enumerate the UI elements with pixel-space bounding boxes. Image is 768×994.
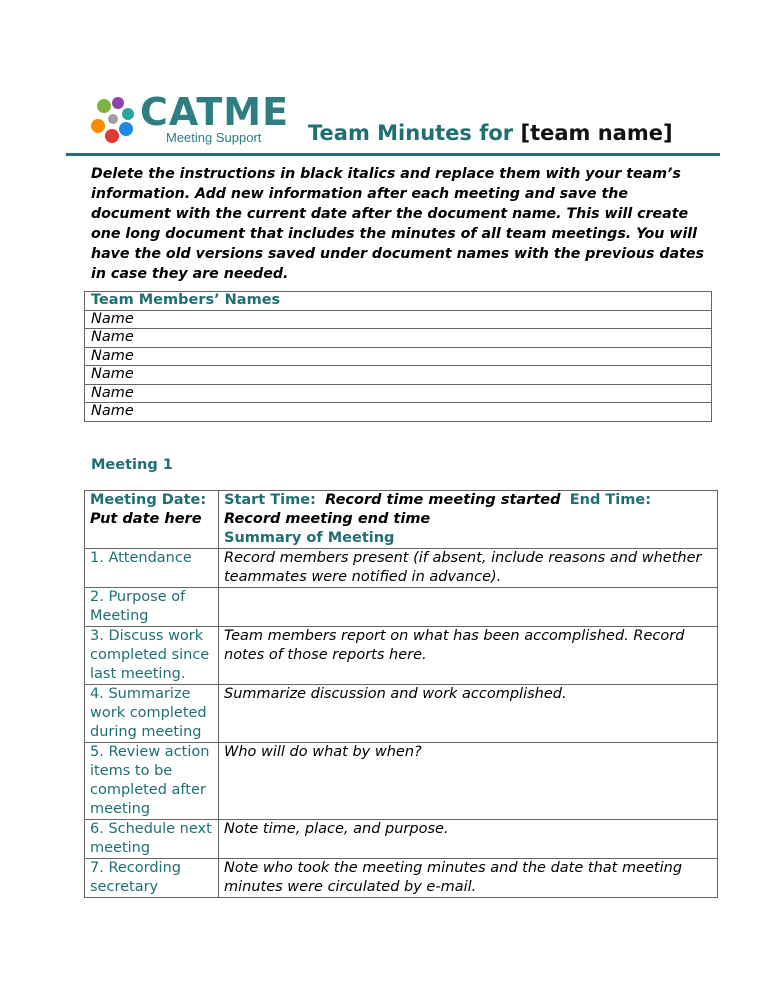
table-row <box>85 491 718 549</box>
agenda-note[interactable]: Record members present (if absent, include reasons and whether teammates were notified in advance). <box>219 549 718 588</box>
table-row <box>85 588 718 627</box>
team-members-table <box>84 291 712 422</box>
member-name[interactable]: Name <box>85 403 712 422</box>
table-row <box>85 627 718 685</box>
agenda-item: 1. Attendance <box>85 549 219 588</box>
table-row <box>85 549 718 588</box>
members-header: Team Members’ Names <box>85 292 712 311</box>
meeting-date-cell[interactable] <box>85 491 219 549</box>
end-time-value: Record meeting end time <box>224 511 431 527</box>
page-title <box>308 121 673 145</box>
instructions-text: Delete the instructions in black italics and replace them with your team’s information. Add new information after each meeting and save the document with the current date after the document name. This will create one long document that includes the minutes of all team meetings. You will have the old versions saved under document names with the previous dates in case they are needed. <box>91 166 704 282</box>
start-time-label: Start Time: <box>224 492 316 508</box>
meeting-date-value: Put date here <box>90 511 202 527</box>
member-name[interactable]: Name <box>85 310 712 329</box>
agenda-note[interactable]: Note time, place, and purpose. <box>219 820 718 859</box>
summary-label: Summary of Meeting <box>224 530 395 546</box>
meeting-times-cell[interactable] <box>219 491 718 549</box>
agenda-note[interactable] <box>219 588 718 627</box>
agenda-note[interactable]: Who will do what by when? <box>219 743 718 820</box>
agenda-item: 6. Schedule next meeting <box>85 820 219 859</box>
start-time-value: Record time meeting started <box>325 492 561 508</box>
agenda-note[interactable]: Summarize discussion and work accomplished. <box>219 685 718 743</box>
agenda-item: 4. Summarize work completed during meeting <box>85 685 219 743</box>
end-time-label: End Time: <box>569 492 651 508</box>
meeting-date-label: Meeting Date: <box>90 492 207 508</box>
meeting-table <box>84 490 718 898</box>
member-name[interactable]: Name <box>85 329 712 348</box>
title-prefix: Team Minutes for <box>308 121 521 145</box>
agenda-item: 5. Review action items to be completed after meeting <box>85 743 219 820</box>
member-name[interactable]: Name <box>85 366 712 385</box>
header-divider <box>66 153 720 156</box>
title-placeholder: [team name] <box>520 121 673 145</box>
table-row <box>85 743 718 820</box>
gear-cluster-icon <box>88 94 140 146</box>
table-row <box>85 859 718 898</box>
agenda-note[interactable]: Note who took the meeting minutes and the date that meeting minutes were circulated by e-mail. <box>219 859 718 898</box>
agenda-note[interactable]: Team members report on what has been accomplished. Record notes of those reports here. <box>219 627 718 685</box>
table-row <box>85 820 718 859</box>
member-name[interactable]: Name <box>85 347 712 366</box>
meeting-heading: Meeting 1 <box>91 457 173 473</box>
agenda-item: 2. Purpose of Meeting <box>85 588 219 627</box>
table-row <box>85 685 718 743</box>
logo-wordmark: CATME <box>140 90 290 134</box>
catme-logo <box>88 90 290 148</box>
agenda-item: 7. Recording secretary <box>85 859 219 898</box>
agenda-item: 3. Discuss work completed since last meeting. <box>85 627 219 685</box>
logo-subtitle: Meeting Support <box>166 130 262 145</box>
member-name[interactable]: Name <box>85 384 712 403</box>
